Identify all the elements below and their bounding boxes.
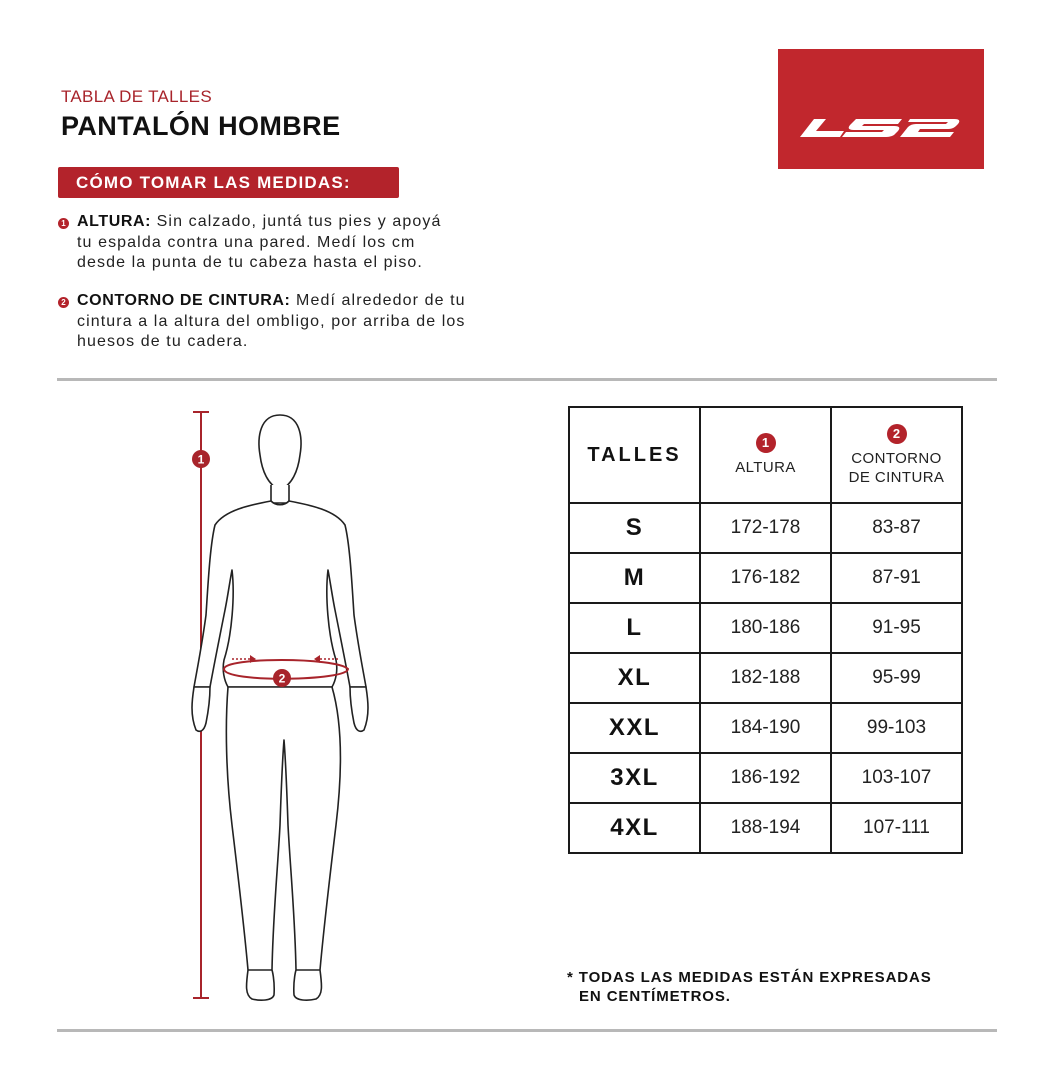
cintura-cell: 87-91 <box>831 553 962 603</box>
header-cintura <box>831 407 962 503</box>
header-talles-label: TALLES <box>587 443 682 466</box>
cintura-cell: 95-99 <box>831 653 962 703</box>
table-row <box>569 603 962 653</box>
body-figure <box>180 395 400 1020</box>
altura-cell: 180-186 <box>700 603 831 653</box>
altura-cell: 172-178 <box>700 503 831 553</box>
footnote-line1: * TODAS LAS MEDIDAS ESTÁN EXPRESADAS <box>567 969 932 986</box>
table-row <box>569 553 962 603</box>
ls2-logo-mark <box>778 49 984 169</box>
size-cell: 4XL <box>569 803 700 853</box>
step-2-number-icon: 2 <box>58 297 69 308</box>
altura-cell: 188-194 <box>700 803 831 853</box>
instruction-waist-label: CONTORNO DE CINTURA: <box>77 292 291 309</box>
footnote <box>567 968 987 1006</box>
instruction-height-line1: Sin calzado, juntá tus pies y apoyá <box>156 213 442 230</box>
page-title: PANTALÓN HOMBRE <box>61 111 341 141</box>
header-cintura-label-1: CONTORNO <box>851 449 942 467</box>
cintura-cell: 107-111 <box>831 803 962 853</box>
cintura-cell: 83-87 <box>831 503 962 553</box>
cintura-cell: 99-103 <box>831 703 962 753</box>
instruction-height-line2: tu espalda contra una pared. Medí los cm <box>77 233 416 251</box>
instruction-height-label: ALTURA: <box>77 213 152 230</box>
body-outline-illustration <box>180 395 400 1015</box>
size-cell: 3XL <box>569 753 700 803</box>
instruction-height <box>77 212 537 274</box>
header-cintura-label-2: DE CINTURA <box>848 468 945 486</box>
divider-bottom <box>57 1029 997 1032</box>
instruction-waist-line1: Medí alrededor de tu <box>296 292 466 309</box>
altura-cell: 176-182 <box>700 553 831 603</box>
step-1-number-icon: 1 <box>58 218 69 229</box>
waist-marker-number: 2 <box>278 671 286 686</box>
header-altura-label: ALTURA <box>735 459 796 476</box>
size-cell: XXL <box>569 703 700 753</box>
table-row <box>569 803 962 853</box>
size-table <box>568 406 963 854</box>
instruction-height-line3: desde la punta de tu cabeza hasta el piso. <box>77 254 423 271</box>
cintura-cell: 91-95 <box>831 603 962 653</box>
altura-badge-icon: 1 <box>756 433 776 453</box>
altura-cell: 182-188 <box>700 653 831 703</box>
altura-cell: 184-190 <box>700 703 831 753</box>
instruction-waist <box>77 291 537 353</box>
height-marker-number: 1 <box>197 452 205 467</box>
size-cell: S <box>569 503 700 553</box>
cintura-badge-icon: 2 <box>887 424 907 444</box>
table-row <box>569 703 962 753</box>
table-row <box>569 753 962 803</box>
size-cell: L <box>569 603 700 653</box>
instruction-waist-line3: huesos de tu cadera. <box>77 333 249 350</box>
divider-top <box>57 378 997 381</box>
table-row <box>569 653 962 703</box>
size-cell: M <box>569 553 700 603</box>
header-talles <box>569 407 700 503</box>
table-row <box>569 503 962 553</box>
size-cell: XL <box>569 653 700 703</box>
footnote-line2: EN CENTÍMETROS. <box>579 988 731 1005</box>
instruction-waist-line2: cintura a la altura del ombligo, por arriba de los <box>77 312 466 330</box>
header-altura <box>700 407 831 503</box>
altura-cell: 186-192 <box>700 753 831 803</box>
chart-subtitle: TABLA DE TALLES <box>61 87 212 106</box>
cintura-cell: 103-107 <box>831 753 962 803</box>
ls2-logo <box>778 49 984 169</box>
table-header-row <box>569 407 962 503</box>
how-to-measure-banner <box>58 167 399 198</box>
banner-label: CÓMO TOMAR LAS MEDIDAS: <box>76 173 351 192</box>
